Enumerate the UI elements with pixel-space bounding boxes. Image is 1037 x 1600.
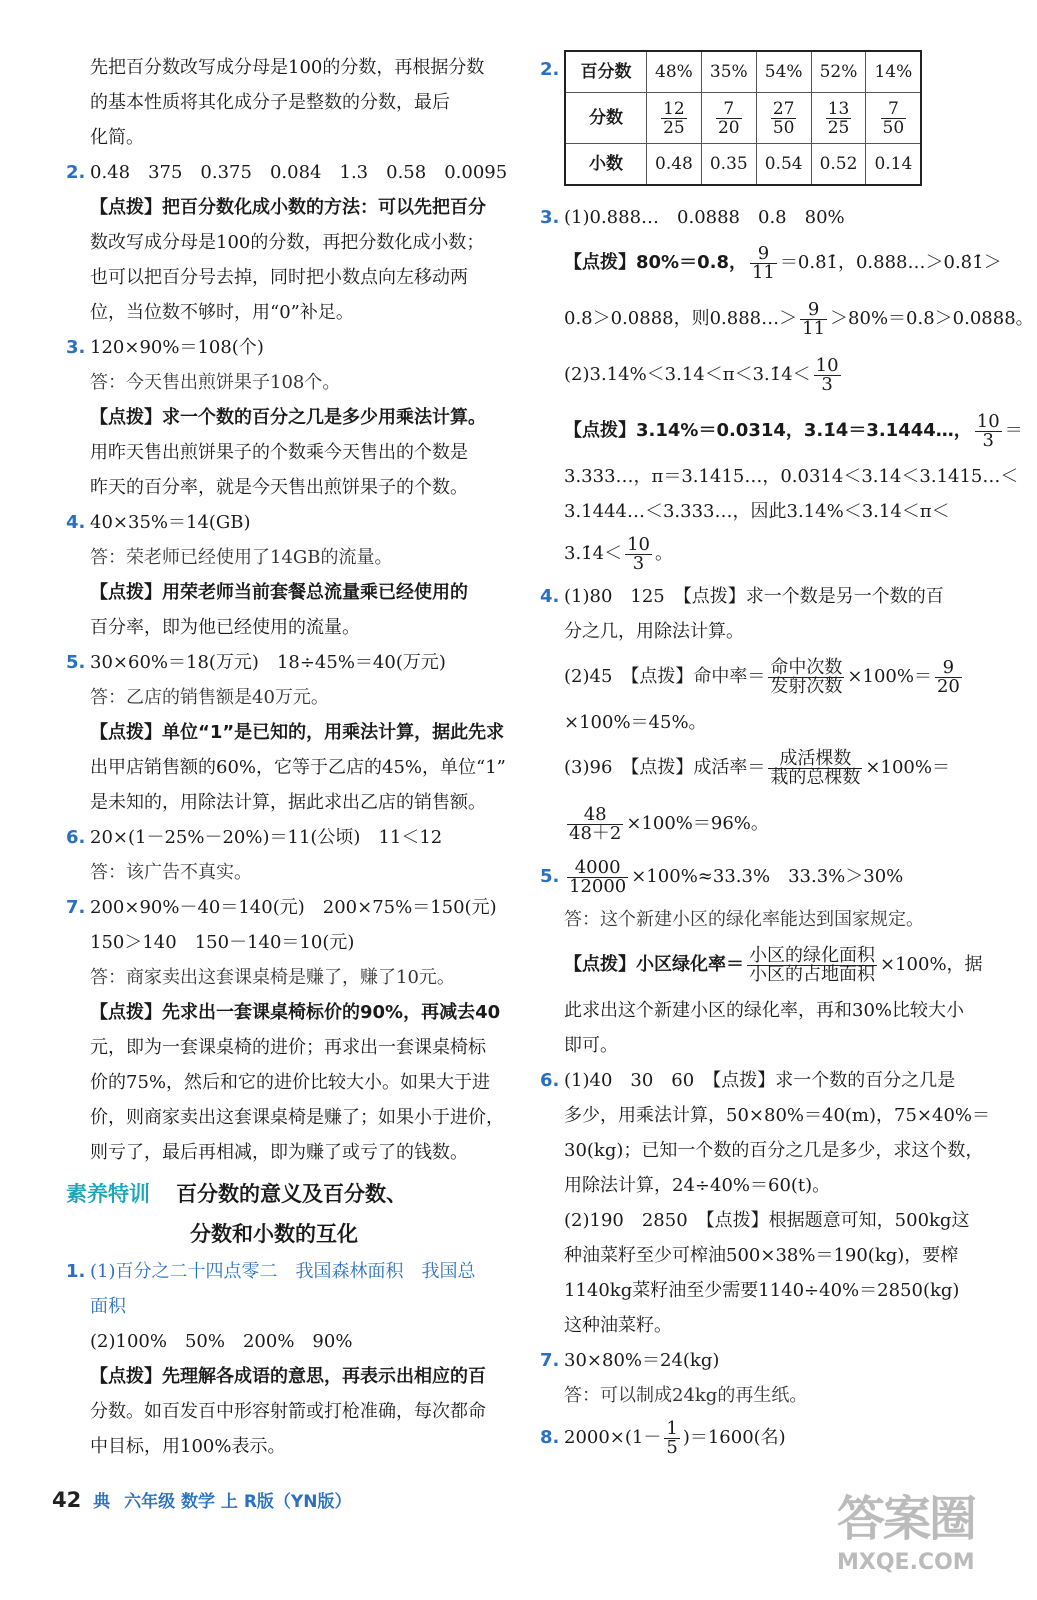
s1-tip: 分数。如百发百中形容射箭或打枪准确，每次都命 — [90, 1401, 486, 1422]
left-column — [66, 50, 512, 1464]
q7-tip: 元，即为一套课桌椅的进价；再求出一套课桌椅标 — [90, 1037, 486, 1058]
intro-line: 先把百分数改写成分母是100的分数，再根据分数 — [90, 57, 485, 78]
s1-tip: 中目标，用100%表示。 — [90, 1436, 286, 1457]
page-number: 42 — [52, 1488, 82, 1512]
r-q3-tip-b: 【点拨】3.14%＝0.0314，3.1̇4̇＝3.1444…， $\frac{10}{3}$ ＝ — [564, 410, 1023, 451]
r-q6-line: (2)190 2850 【点拨】根据题意可知，500kg这 — [564, 1210, 970, 1231]
q3-line: 3. 120×90%＝108(个) — [66, 337, 264, 358]
r-q3-l4: 3.1444…＜3.333…，因此3.14%＜3.14＜π＜ — [564, 501, 950, 522]
q5-tip: 【点拨】单位“1”是已知的，用乘法计算，据此先求 — [90, 722, 505, 743]
intro-line: 的基本性质将其化成分子是整数的分数，最后 — [90, 92, 450, 113]
r-q4-line1b: 分之几，用除法计算。 — [564, 621, 744, 642]
q7-answer: 答：商家卖出这套课桌椅是赚了，赚了10元。 — [90, 967, 455, 988]
r-q5-tip-line: 即可。 — [564, 1035, 618, 1056]
q2-tip: 位，当位数不够时，用“0”补足。 — [90, 302, 354, 323]
r-q3-tip-a: 【点拨】80%＝0.8， $\frac{9}{11}$ ＝0.8̇1̇，0.888…＞0.8̇1̇＞ — [564, 242, 1002, 283]
q3-answer: 答：今天售出煎饼果子108个。 — [90, 372, 341, 393]
section-tag: 素养特训 — [66, 1182, 150, 1206]
q4-tip: 【点拨】用荣老师当前套餐总流量乘已经使用的 — [90, 582, 468, 603]
intro-line: 化简。 — [90, 127, 144, 148]
r-q5-line: 5. $\frac{4000}{12000}$ ×100%≈33.3% 33.3%＞30% — [540, 856, 904, 897]
r-q4-line2: (2)45 【点拨】命中率＝ $\frac{\text{命中次数}}{\text{发射次数}}$ ×100%＝ $\frac{9}{20}$ — [564, 656, 960, 697]
r-q4-l2c: ×100%＝45%。 — [564, 712, 707, 733]
q2-line: 2. 0.48 375 0.375 0.084 1.3 0.58 0.0095 — [66, 162, 508, 183]
r-q6-line: 这种油菜籽。 — [564, 1315, 672, 1336]
r-q6-line: 种油菜籽至少可榨油500×38%＝190(kg)，要榨 — [564, 1245, 959, 1266]
q7-tip: 【点拨】先求出一套课桌椅标价的90%，再减去40 — [90, 1002, 501, 1023]
q2-tip: 数改写成分母是100的分数，再把分数化成小数； — [90, 232, 485, 253]
r-q4-l3c: $\frac{48}{48+2}$ ×100%＝96%。 — [569, 803, 769, 844]
q6-answer: 答：该广告不真实。 — [90, 862, 252, 883]
s1-line: 1. (1)百分之二十四点零二 我国森林面积 我国总 — [66, 1261, 476, 1282]
right-column — [540, 50, 1034, 1463]
q3-tip: 【点拨】求一个数的百分之几是多少用乘法计算。 — [90, 407, 486, 428]
q4-tip: 百分率，即为他已经使用的流量。 — [90, 617, 360, 638]
conversion-table — [564, 50, 922, 186]
r-q4-line1: 4. (1)80 125 【点拨】求一个数是另一个数的百 — [540, 586, 944, 607]
table-row: 分数 $\frac{12}{25}$ $\frac{7}{20}$ $\frac{27}{50}$ $\frac{13}{25}$ $\frac{7}{50}$ — [565, 93, 921, 144]
q6-line: 6. 20×(1－25%－20%)＝11(公顷) 11＜12 — [66, 827, 443, 848]
q5-line: 5. 30×60%＝18(万元) 18÷45%＝40(万元) — [66, 652, 446, 673]
r-q6-line: 1140kg菜籽油至少需要1140÷40%＝2850(kg) — [564, 1280, 960, 1301]
q4-line: 4. 40×35%＝14(GB) — [66, 512, 251, 533]
q5-tip: 是未知的，用除法计算，据此求出乙店的销售额。 — [90, 792, 486, 813]
r-q7-answer: 答：可以制成24kg的再生纸。 — [564, 1385, 808, 1406]
table-row: 小数 0.48 0.35 0.54 0.52 0.14 — [565, 144, 921, 186]
r-q3-l5: 3.1̇4̇＜ $\frac{10}{3}$ 。 — [564, 533, 673, 574]
page-footer — [52, 1487, 351, 1512]
s1-line2: (2)100% 50% 200% 90% — [90, 1331, 353, 1352]
r-q6-line: 6. (1)40 30 60 【点拨】求一个数的百分之几是 — [540, 1070, 956, 1091]
q2-table-block: 2. 百分数 48% 35% 54% 52% 14% 分数 $\frac{12}{25}$ $\frac{7}{20}$ $\frac{27}{50}$ $\frac{13}{25}$ $\frac{7}{50}$ 小数 0.48 0.35 0.54 0.52 0.14 — [540, 50, 980, 186]
q2-tip: 【点拨】把百分数化成小数的方法：可以先把百分 — [90, 197, 486, 218]
watermark-logo: 答案圈 MXQE.COM — [837, 1491, 976, 1575]
r-q8-line: 8. 2000×(1－ $\frac{1}{5}$ )＝1600(名) — [540, 1417, 786, 1458]
q3-tip: 用昨天售出煎饼果子的个数乘今天售出的个数是 — [90, 442, 468, 463]
table-row: 百分数 48% 35% 54% 52% 14% — [565, 51, 921, 93]
r-q3-l2: 0.8＞0.0888，则0.888…＞ $\frac{9}{11}$ ＞80%＝0.8＞0.0888。 — [564, 298, 1034, 339]
r-q7-line: 7. 30×80%＝24(kg) — [540, 1350, 720, 1371]
section-title: 素养特训 百分数的意义及百分数、 — [66, 1182, 407, 1206]
s1-tip: 【点拨】先理解各成语的意思，再表示出相应的百 — [90, 1366, 486, 1387]
section-subtitle: 分数和小数的互化 — [190, 1222, 358, 1246]
q7-tip: 价，则商家卖出这套课桌椅是赚了；如果小于进价， — [90, 1107, 504, 1128]
r-q5-tip-line: 此求出这个新建小区的绿化率，再和30%比较大小 — [564, 1000, 965, 1021]
q2-tip: 也可以把百分号去掉，同时把小数点向左移动两 — [90, 267, 468, 288]
q7-line: 7. 200×90%－40＝140(元) 200×75%＝150(元) — [66, 897, 497, 918]
s1-line-b: 面积 — [90, 1296, 126, 1317]
r-q4-line3: (3)96 【点拨】成活率＝ $\frac{\text{成活棵数}}{\text{栽的总棵数}}$ ×100%＝ — [564, 747, 950, 788]
r-q3-l3: 3.333…，π＝3.1415…，0.0314＜3.14＜3.1415…＜ — [564, 466, 1019, 487]
r-q3-line2: (2)3.14%＜3.14＜π＜3.1̇4̇＜ $\frac{10}{3}$ — [564, 354, 839, 395]
q7-line2: 150＞140 150－140＝10(元) — [90, 932, 355, 953]
q5-answer: 答：乙店的销售额是40万元。 — [90, 687, 329, 708]
q3-tip: 昨天的百分率，就是今天售出煎饼果子的个数。 — [90, 477, 468, 498]
q4-answer: 答：荣老师已经使用了14GB的流量。 — [90, 547, 393, 568]
q7-tip: 则亏了，最后再相减，即为赚了或亏了的钱数。 — [90, 1142, 468, 1163]
r-q6-line: 多少，用乘法计算，50×80%＝40(m)，75×40%＝ — [564, 1105, 991, 1126]
r-q5-answer: 答：这个新建小区的绿化率能达到国家规定。 — [564, 909, 924, 930]
q7-tip: 价的75%，然后和它的进价比较大小。如果大于进 — [90, 1072, 491, 1093]
brand-logo: 典 — [93, 1492, 111, 1512]
r-q3-line1: 3. (1)0.888… 0.0888 0.8 80% — [540, 207, 845, 228]
book-title: 六年级 数学 上 R版（YN版） — [124, 1492, 352, 1512]
r-q5-tip: 【点拨】小区绿化率＝ $\frac{\text{小区的绿化面积}}{\text{小区的占地面积}}$ ×100%，据 — [564, 944, 983, 985]
r-q6-line: 用除法计算，24÷40%＝60(t)。 — [564, 1175, 831, 1196]
r-q6-line: 30(kg)；已知一个数的百分之几是多少，求这个数， — [564, 1140, 984, 1161]
q5-tip: 出甲店销售额的60%，它等于乙店的45%，单位“1” — [90, 757, 506, 778]
